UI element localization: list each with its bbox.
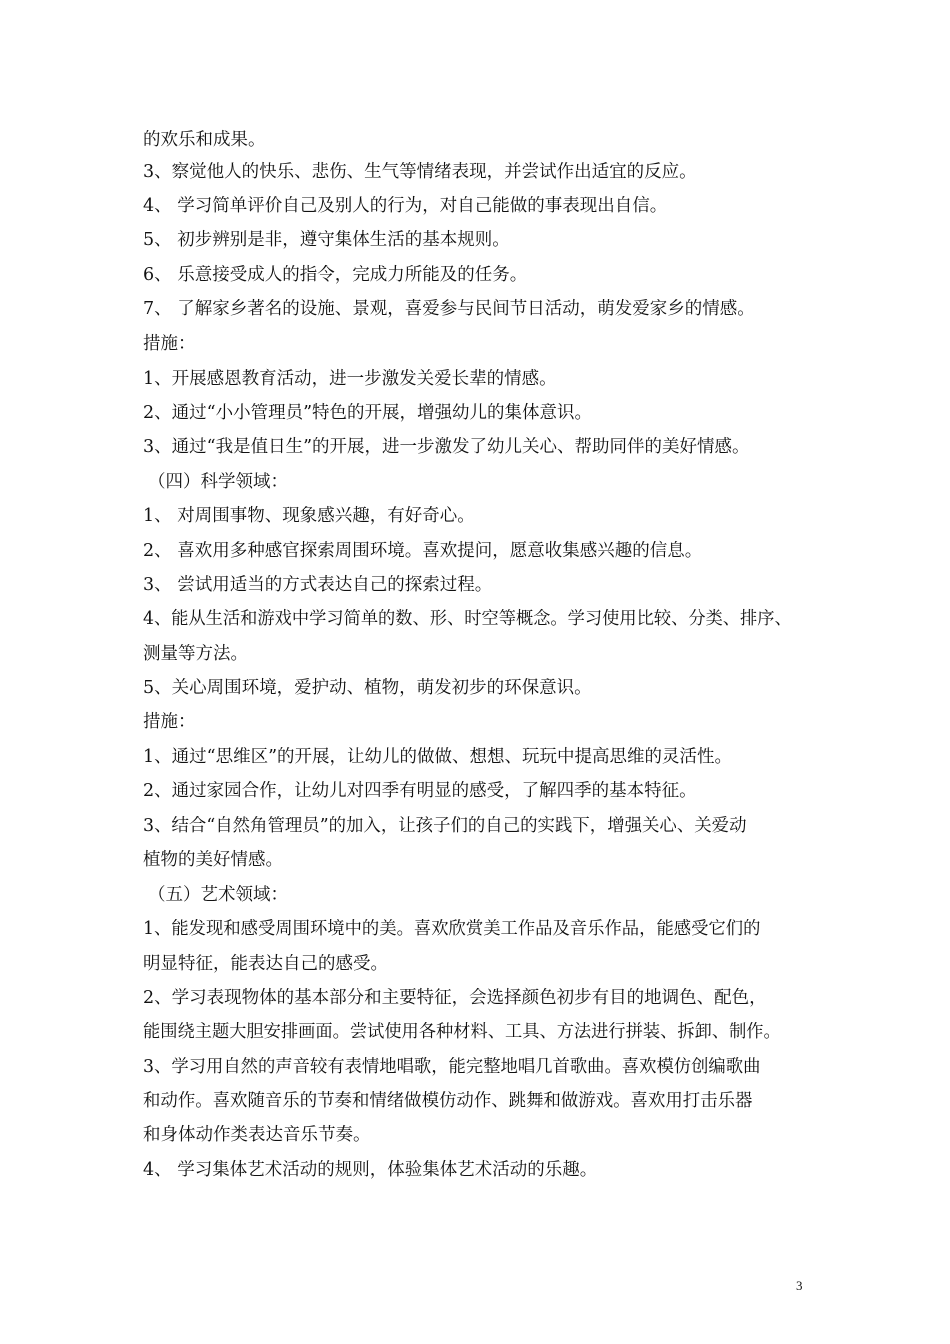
text-line: 措施： <box>143 712 196 732</box>
text-line: 的欢乐和成果。 <box>143 130 266 150</box>
text-line: 1、通过“思维区”的开展，让幼儿的做做、想想、玩玩中提高思维的灵活性。 <box>143 747 733 767</box>
text-line: 2、通过家园合作，让幼儿对四季有明显的感受，了解四季的基本特征。 <box>143 781 697 801</box>
text-line: 测量等方法。 <box>143 644 248 664</box>
text-line: 明显特征，能表达自己的感受。 <box>143 954 388 974</box>
text-line: 植物的美好情感。 <box>143 850 283 870</box>
text-line: 和身体动作类表达音乐节奏。 <box>143 1125 371 1145</box>
page-number: 3 <box>796 1278 803 1293</box>
text-line: 2、学习表现物体的基本部分和主要特征，会选择颜色初步有目的地调色、配色， <box>143 988 767 1008</box>
text-line: 1、能发现和感受周围环境中的美。喜欢欣赏美工作品及音乐作品，能感受它们的 <box>143 919 761 939</box>
text-line: 7、 了解家乡著名的设施、景观，喜爱参与民间节日活动，萌发爱家乡的情感。 <box>143 299 755 319</box>
text-line: （五）艺术领域： <box>148 885 288 905</box>
text-line: 1、 对周围事物、现象感兴趣，有好奇心。 <box>143 506 475 526</box>
text-line: 3、 尝试用适当的方式表达自己的探索过程。 <box>143 575 493 595</box>
text-line: 4、能从生活和游戏中学习简单的数、形、时空等概念。学习使用比较、分类、排序、 <box>143 609 792 629</box>
text-line: 4、 学习集体艺术活动的规则，体验集体艺术活动的乐趣。 <box>143 1160 598 1180</box>
text-line: 5、 初步辨别是非，遵守集体生活的基本规则。 <box>143 230 510 250</box>
text-line: 3、结合“自然角管理员”的加入，让孩子们的自己的实践下，增强关心、关爱动 <box>143 816 747 836</box>
text-line: 5、关心周围环境，爱护动、植物，萌发初步的环保意识。 <box>143 678 592 698</box>
text-line: 3、察觉他人的快乐、悲伤、生气等情绪表现，并尝试作出适宜的反应。 <box>143 162 697 182</box>
text-line: 2、 喜欢用多种感官探索周围环境。喜欢提问，愿意收集感兴趣的信息。 <box>143 541 703 561</box>
text-line: 3、通过“我是值日生”的开展，进一步激发了幼儿关心、帮助同伴的美好情感。 <box>143 437 750 457</box>
text-line: 3、学习用自然的声音较有表情地唱歌，能完整地唱几首歌曲。喜欢模仿创编歌曲 <box>143 1057 761 1077</box>
text-line: 4、 学习简单评价自己及别人的行为，对自己能做的事表现出自信。 <box>143 196 668 216</box>
text-line: 措施： <box>143 334 196 354</box>
text-line: 6、 乐意接受成人的指令，完成力所能及的任务。 <box>143 265 528 285</box>
text-line: （四）科学领域： <box>148 472 288 492</box>
text-line: 1、开展感恩教育活动，进一步激发关爱长辈的情感。 <box>143 369 557 389</box>
text-line: 能围绕主题大胆安排画面。尝试使用各种材料、工具、方法进行拼装、拆卸、制作。 <box>143 1022 781 1042</box>
text-line: 2、通过“小小管理员”特色的开展，增强幼儿的集体意识。 <box>143 403 593 423</box>
text-line: 和动作。喜欢随音乐的节奏和情绪做模仿动作、跳舞和做游戏。喜欢用打击乐器 <box>143 1091 753 1111</box>
